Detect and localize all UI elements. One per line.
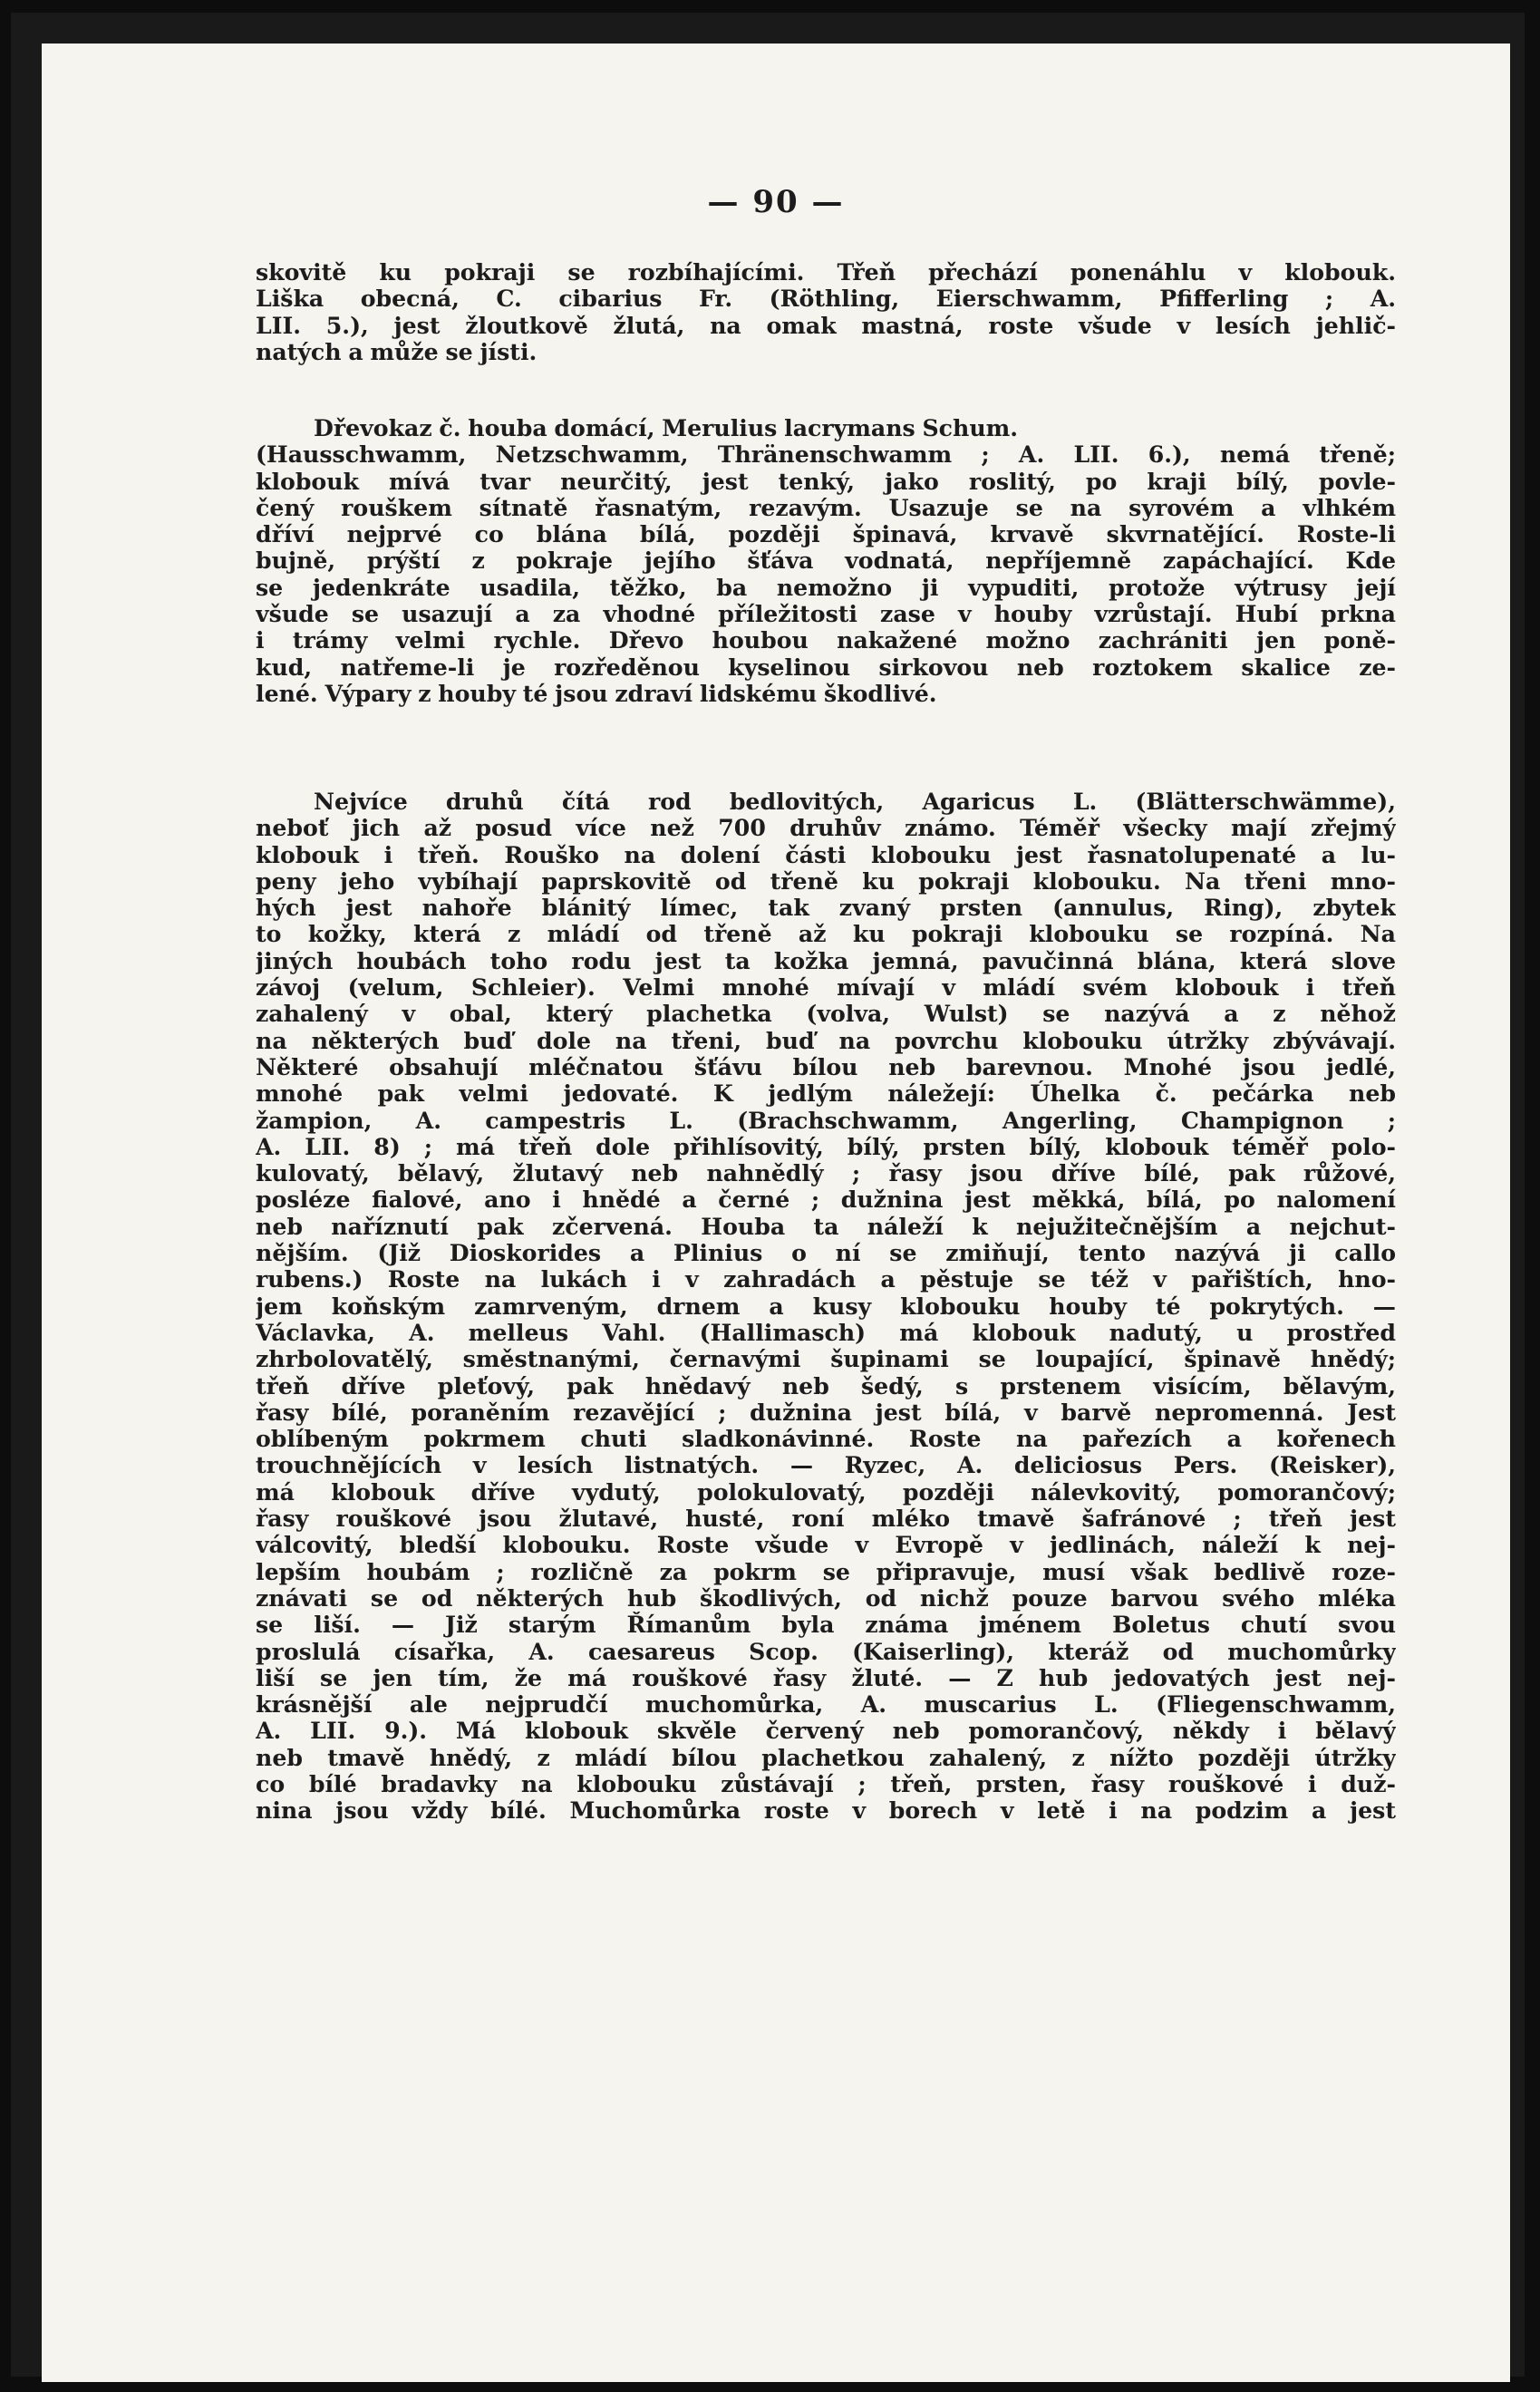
text-line: to kožky, která z mládí od třeně až ku pokraji klobouku se rozpíná. Na	[256, 921, 1396, 948]
text-line: posléze fialové, ano i hnědé a černé ; dužnina jest měkká, bílá, po nalomení	[256, 1186, 1396, 1214]
text-line: A. LII. 9.). Má klobouk skvěle červený neb pomorančový, někdy i bělavý	[256, 1718, 1396, 1745]
text-line: Nejvíce druhů čítá rod bedlovitých, Agaricus L. (Blätterschwämme),	[314, 789, 1396, 815]
text-line: LII. 5.), jest žloutkově žlutá, na omak mastná, roste všude v lesích jehlič-	[256, 312, 1396, 339]
text-line: neboť jich až posud více než 700 druhův známo. Téměř všecky mají zřejmý	[256, 815, 1396, 842]
text-line: řasy rouškové jsou žlutavé, husté, roní mléko tmavě šafránové ; třeň jest	[256, 1506, 1396, 1533]
page-number: — 90 —	[707, 184, 845, 220]
text-line: Václavka, A. melleus Vahl. (Hallimasch) má klobouk nadutý, u prostřed	[256, 1319, 1396, 1346]
text-line: bujně, prýští z pokraje jejího šťáva vodnatá, nepříjemně zapáchající. Kde	[256, 547, 1396, 575]
text-line: mnohé pak velmi jedovaté. K jedlým náležejí: Úhelka č. pečárka neb	[256, 1080, 1396, 1108]
text-line: lené. Výpary z houby té jsou zdraví lidskému škodlivé.	[256, 680, 937, 707]
text-line: čený rouškem sítnatě řasnatým, rezavým. Usazuje se na syrovém a vlhkém	[256, 494, 1396, 521]
text-line: válcovitý, bledší klobouku. Roste všude v Evropě v jedlinách, náleží k nej-	[256, 1532, 1396, 1559]
text-line: má klobouk dříve vydutý, polokulovatý, později nálevkovitý, pomorančový;	[256, 1478, 1396, 1506]
text-line: dříví nejprvé co blána bílá, později špinavá, krvavě skvrnatějící. Roste-li	[256, 521, 1396, 548]
text-line: nina jsou vždy bílé. Muchomůrka roste v borech v letě i na podzim a jest	[256, 1797, 1396, 1825]
text-line: znávati se od některých hub škodlivých, od nichž pouze barvou svého mléka	[256, 1584, 1396, 1612]
text-line: neb naříznutí pak zčervená. Houba ta náleží k nejužitečnějším a nejchut-	[256, 1213, 1396, 1240]
paragraph-3	[256, 789, 1396, 1825]
text-line: kud, natřeme-li je rozředěnou kyselinou sirkovou neb roztokem skalice ze-	[256, 654, 1396, 681]
text-line: (Hausschwamm, Netzschwamm, Thränenschwamm ; A. LII. 6.), nemá třeně;	[256, 441, 1396, 469]
text-line: liší se jen tím, že má rouškové řasy žluté. — Z hub jedovatých jest nej-	[256, 1664, 1396, 1691]
text-line: Dřevokaz č. houba domácí, Merulius lacrymans Schum.	[314, 415, 1019, 441]
text-line: i trámy velmi rychle. Dřevo houbou nakažené možno zachrániti jen poně-	[256, 627, 1396, 654]
paragraph-1	[256, 259, 1396, 365]
text-line: lepším houbám ; rozličně za pokrm se připravuje, musí však bedlivě roze-	[256, 1558, 1396, 1585]
text-line: proslulá císařka, A. caesareus Scop. (Kaiserling), kteráž od muchomůrky	[256, 1638, 1396, 1665]
text-line: oblíbeným pokrmem chuti sladkonávinné. Roste na pařezích a kořenech	[256, 1426, 1396, 1453]
text-line: klobouk mívá tvar neurčitý, jest tenký, jako roslitý, po kraji bílý, povle-	[256, 468, 1396, 495]
text-line: kulovatý, bělavý, žlutavý neb nahnědlý ; řasy jsou dříve bílé, pak růžové,	[256, 1160, 1396, 1187]
text-line: klobouk i třeň. Rouško na dolení části klobouku jest řasnatolupenaté a lu-	[256, 841, 1396, 868]
text-line: skovitě ku pokraji se rozbíhajícími. Třeň přechází ponenáhlu v klobouk.	[256, 259, 1396, 286]
text-line: nějším. (Již Dioskorides a Plinius o ní se zmiňují, tento nazývá ji callo	[256, 1240, 1396, 1267]
text-line: závoj (velum, Schleier). Velmi mnohé mívají v mládí svém klobouk i třeň	[256, 974, 1396, 1002]
text-line: co bílé bradavky na klobouku zůstávají ; třeň, prsten, řasy rouškové i duž-	[256, 1770, 1396, 1797]
paragraph-2	[256, 415, 1396, 707]
text-line: třeň dříve pleťový, pak hnědavý neb šedý, s prstenem visícím, bělavým,	[256, 1372, 1396, 1399]
text-line: hých jest nahoře blánitý límec, tak zvaný prsten (annulus, Ring), zbytek	[256, 895, 1396, 922]
scan-border	[11, 13, 1525, 2377]
text-line: peny jeho vybíhají paprskovitě od třeně ku pokraji klobouku. Na třeni mno-	[256, 867, 1396, 895]
text-line: na některých buď dole na třeni, buď na povrchu klobouku útržky zbývávají.	[256, 1027, 1396, 1054]
text-line: krásnější ale nejprudčí muchomůrka, A. muscarius L. (Fliegenschwamm,	[256, 1691, 1396, 1719]
text-line: jiných houbách toho rodu jest ta kožka jemná, pavučinná blána, která slove	[256, 947, 1396, 974]
book-page	[42, 44, 1510, 2382]
text-line: trouchnějících v lesích listnatých. — Ryzec, A. deliciosus Pers. (Reisker),	[256, 1452, 1396, 1479]
text-line: rubens.) Roste na lukách i v zahradách a pěstuje se též v pařištích, hno-	[256, 1266, 1396, 1293]
text-line: žampion, A. campestris L. (Brachschwamm, Angerling, Champignon ;	[256, 1107, 1396, 1134]
text-line: natých a může se jísti.	[256, 338, 538, 365]
text-line: se liší. — Již starým Římanům byla známa jménem Boletus chutí svou	[256, 1612, 1396, 1639]
text-line: se jedenkráte usadila, těžko, ba nemožno ji vypuditi, protože výtrusy její	[256, 574, 1396, 601]
text-line: řasy bílé, poraněním rezavějící ; dužnina jest bílá, v barvě nepromenná. Jest	[256, 1399, 1396, 1426]
text-line: všude se usazují a za vhodné příležitosti zase v houby vzrůstají. Hubí prkna	[256, 601, 1396, 628]
text-line: zahalený v obal, který plachetka (volva, Wulst) se nazývá a z něhož	[256, 1001, 1396, 1028]
text-line: neb tmavě hnědý, z mládí bílou plachetkou zahalený, z nížto později útržky	[256, 1744, 1396, 1771]
text-line: jem koňským zamrveným, drnem a kusy klobouku houby té pokrytých. —	[256, 1293, 1396, 1320]
text-line: Některé obsahují mléčnatou šťávu bílou neb barevnou. Mnohé jsou jedlé,	[256, 1053, 1396, 1080]
text-line: A. LII. 8) ; má třeň dole přihlísovitý, bílý, prsten bílý, klobouk téměř polo-	[256, 1133, 1396, 1160]
text-line: zhrbolovatělý, směstnanými, černavými šupinami se loupající, špinavě hnědý;	[256, 1346, 1396, 1373]
text-line: Liška obecná, C. cibarius Fr. (Röthling, Eierschwamm, Pfifferling ; A.	[256, 286, 1396, 313]
